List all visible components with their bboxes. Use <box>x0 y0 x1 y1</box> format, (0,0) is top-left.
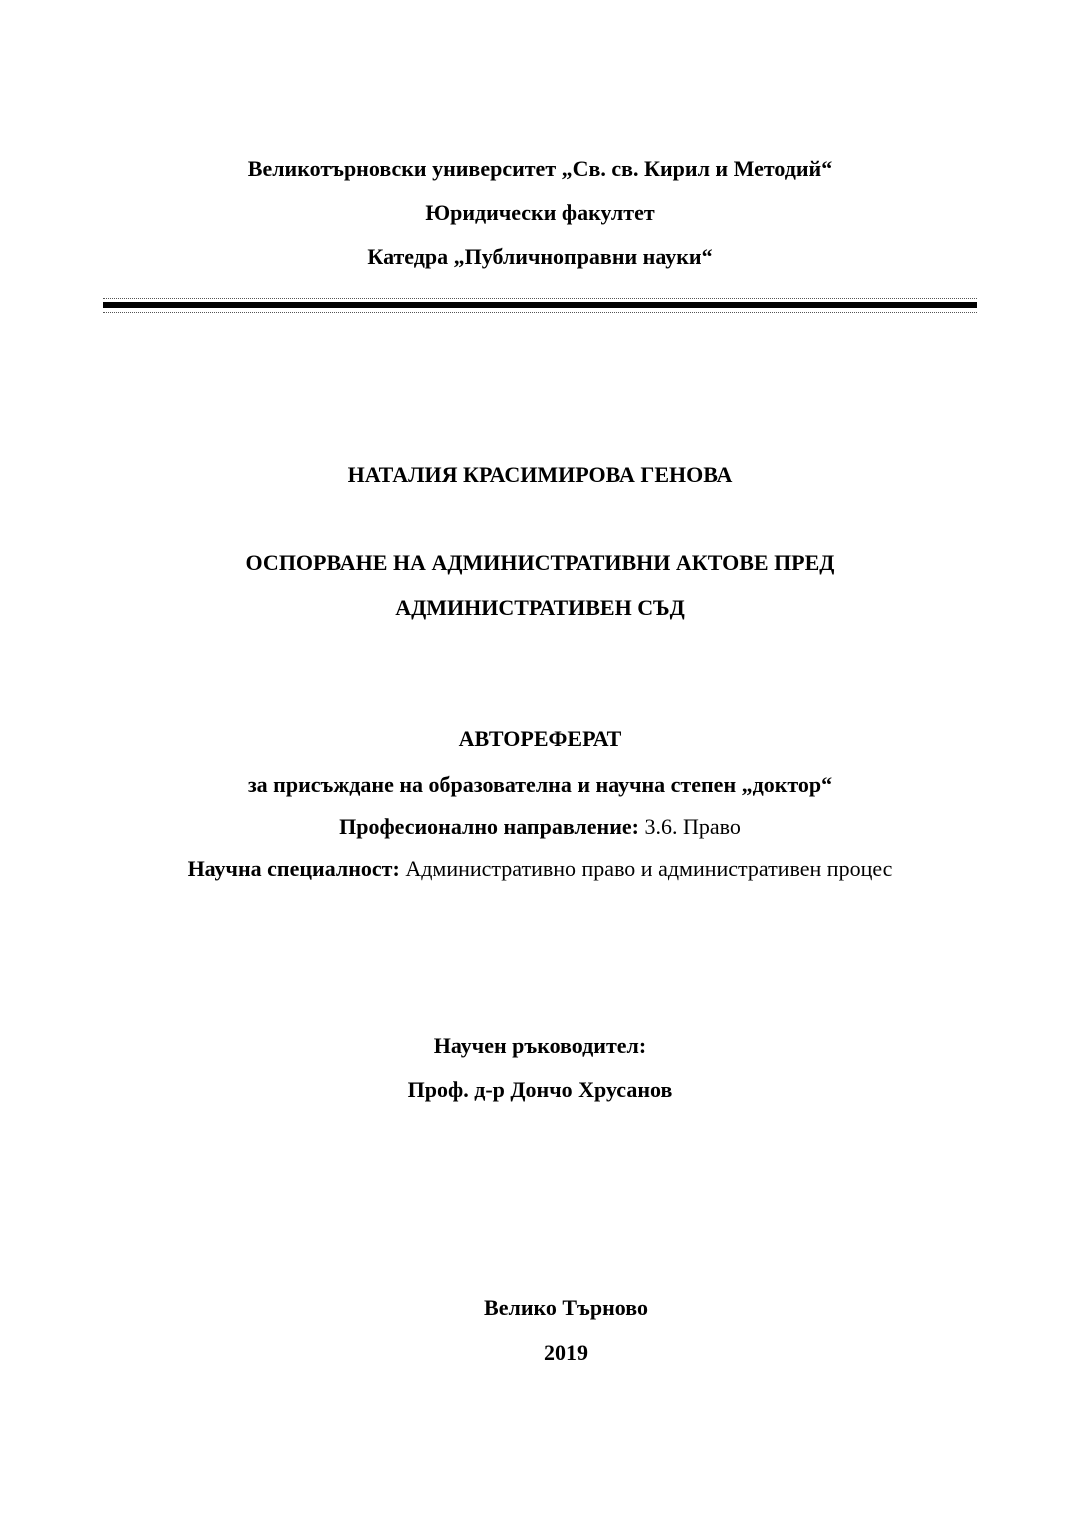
publication-city: Велико Търново <box>484 1295 648 1320</box>
supervisor-label: Научен ръководител: <box>433 1033 647 1058</box>
header-divider-thin-top <box>103 298 977 299</box>
scientific-specialty <box>0 855 1080 883</box>
university-name: Великотърновски университет „Св. св. Кирил и Методий“ <box>247 156 833 181</box>
department-name: Катедра „Публичноправни науки“ <box>367 244 713 269</box>
thesis-title-line-1: ОСПОРВАНЕ НА АДМИНИСТРАТИВНИ АКТОВЕ ПРЕД <box>245 550 835 575</box>
professional-field <box>0 813 1080 841</box>
abstract-heading: АВТОРЕФЕРАТ <box>458 726 622 751</box>
supervisor-name: Проф. д-р Дончо Хрусанов <box>407 1077 673 1102</box>
author-name: НАТАЛИЯ КРАСИМИРОВА ГЕНОВА <box>347 462 733 487</box>
publication-year: 2019 <box>544 1340 588 1365</box>
professional-field-value: 3.6. Право <box>644 814 741 839</box>
scientific-specialty-value: Административно право и административен процес <box>405 856 893 881</box>
professional-field-label: Професионално направление: <box>339 814 639 839</box>
degree-purpose: за присъждане на образователна и научна степен „доктор“ <box>247 772 833 797</box>
scientific-specialty-label: Научна специалност: <box>187 856 400 881</box>
header-divider-thick <box>103 302 977 308</box>
faculty-name: Юридически факултет <box>425 200 655 225</box>
thesis-title-line-2: АДМИНИСТРАТИВЕН СЪД <box>395 595 685 620</box>
header-divider-thin-bottom <box>103 312 977 313</box>
